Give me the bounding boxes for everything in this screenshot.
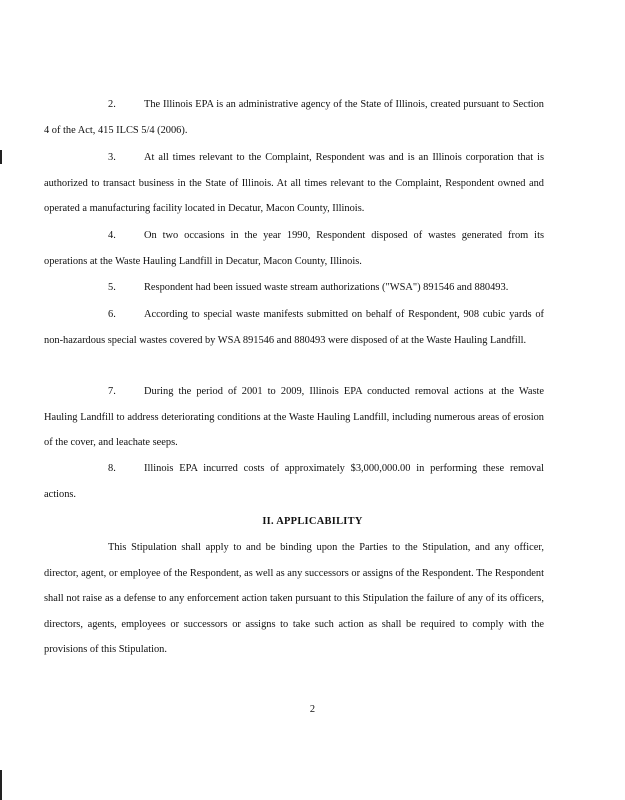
paragraph-text: Respondent had been issued waste stream authorizations ("WSA") 891546 and 880493. (144, 282, 509, 293)
paragraph-2 (44, 92, 544, 143)
paragraph-text: The Illinois EPA is an administrative agency of the State of Illinois, created pursuant to Section 4 of the Act, 415 ILCS 5/4 (2006). (44, 99, 544, 136)
section-heading: II. APPLICABILITY (262, 516, 363, 527)
paragraph-text: During the period of 2001 to 2009, Illinois EPA conducted removal actions at the Waste Hauling Landfill to address deteriorating conditions at the Waste Hauling Landfill, including numerous areas of erosion of the cover, and leachate seeps. (44, 386, 544, 448)
applicability-paragraph: This Stipulation shall apply to and be binding upon the Parties to the Stipulation, and any officer, director, agent, or employee of the Respondent, as well as any successors or assigns of the Respondent. The Respondent shall not raise as a defense to any enforcement action taken pursuant to this Stipulation the failure of any of its officers, directors, agents, employees or successors or assigns to take such action as shall be required to comply with the provisions of this Stipulation. (44, 542, 544, 655)
paragraph-number: 8. (108, 463, 116, 474)
scan-margin-mark (0, 150, 2, 164)
paragraph-6 (44, 302, 544, 353)
paragraph-number: 4. (108, 230, 116, 241)
paragraph-number: 7. (108, 386, 116, 397)
paragraph-number: 5. (108, 282, 116, 293)
paragraph-number: 3. (108, 152, 116, 163)
paragraph-5 (44, 275, 544, 301)
paragraph-text: On two occasions in the year 1990, Respondent disposed of wastes generated from its operations at the Waste Hauling Landfill in Decatur, Macon County, Illinois. (44, 230, 544, 267)
scan-margin-mark (0, 770, 2, 800)
paragraph-number: 6. (108, 309, 116, 320)
paragraph-3 (44, 145, 544, 222)
paragraph-8 (44, 456, 544, 507)
paragraph-7 (44, 379, 544, 456)
paragraph-text: At all times relevant to the Complaint, Respondent was and is an Illinois corporation that is authorized to transact business in the State of Illinois. At all times relevant to the Complaint, Respondent owned and operated a manufacturing facility located in Decatur, Macon County, Illinois. (44, 152, 544, 214)
paragraph-4 (44, 223, 544, 274)
paragraph-number: 2. (108, 99, 116, 110)
paragraph-text: According to special waste manifests submitted on behalf of Respondent, 908 cubic yards of non-hazardous special wastes covered by WSA 891546 and 880493 were disposed of at the Waste Hauling Landfill. (44, 309, 544, 346)
page-number: 2 (309, 704, 316, 715)
paragraph-text: Illinois EPA incurred costs of approximately $3,000,000.00 in performing these removal actions. (44, 463, 544, 500)
